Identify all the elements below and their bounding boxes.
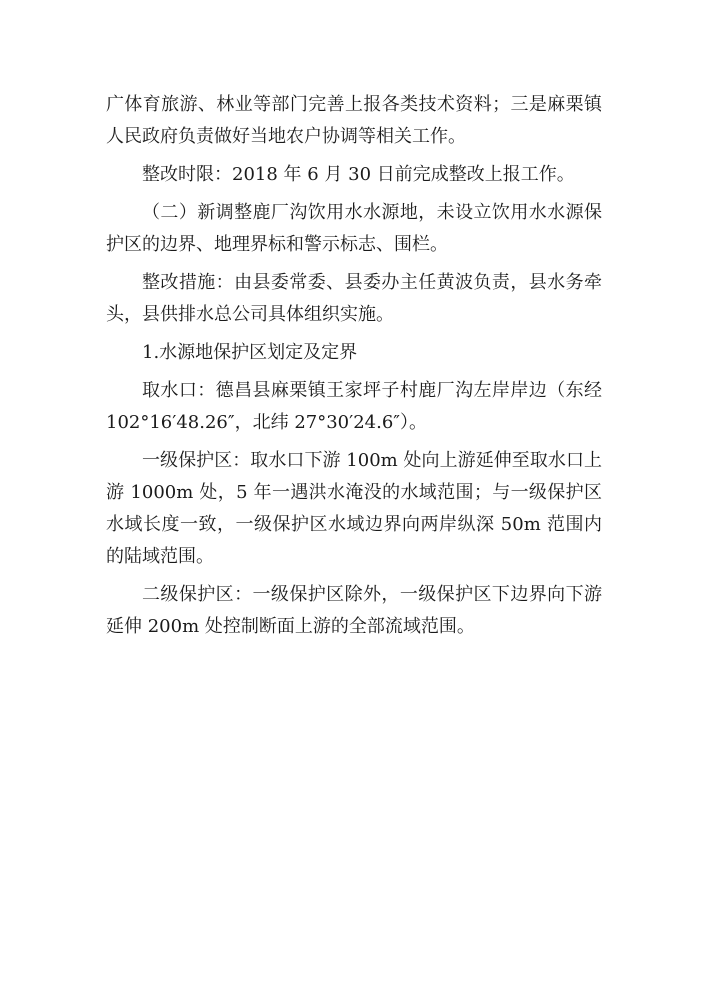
paragraph-secondary-zone: 二级保护区：一级保护区除外，一级保护区下边界向下游延伸 200m 处控制断面上游的全部流域范围。 — [106, 584, 602, 637]
paragraph-deadline: 整改时限：2018 年 6 月 30 日前完成整改上报工作。 — [142, 164, 575, 185]
paragraph-continuation: 广体育旅游、林业等部门完善上报各类技术资料；三是麻栗镇人民政府负责做好当地农户协调等相关工作。 — [106, 94, 602, 147]
paragraph-issue-heading: （二）新调整鹿厂沟饮用水水源地，未设立饮用水水源保护区的边界、地理界标和警示标志、围栏。 — [106, 202, 602, 255]
paragraph-primary-zone: 一级保护区：取水口下游 100m 处向上游延伸至取水口上游 1000m 处，5 年一遇洪水淹没的水域范围；与一级保护区水域长度一致，一级保护区水域边界向两岸纵深 50m 范围内的陆域范围。 — [106, 450, 602, 567]
paragraph-intake: 取水口：德昌县麻栗镇王家坪子村鹿厂沟左岸岸边（东经 102°16′48.26″，北纬 27°30′24.6″）。 — [106, 380, 602, 433]
paragraph-measures: 整改措施：由县委常委、县委办主任黄波负责，县水务牵头，县供排水总公司具体组织实施。 — [106, 272, 602, 325]
paragraph-section-title: 1.水源地保护区划定及定界 — [142, 342, 358, 363]
document-body — [106, 89, 602, 649]
